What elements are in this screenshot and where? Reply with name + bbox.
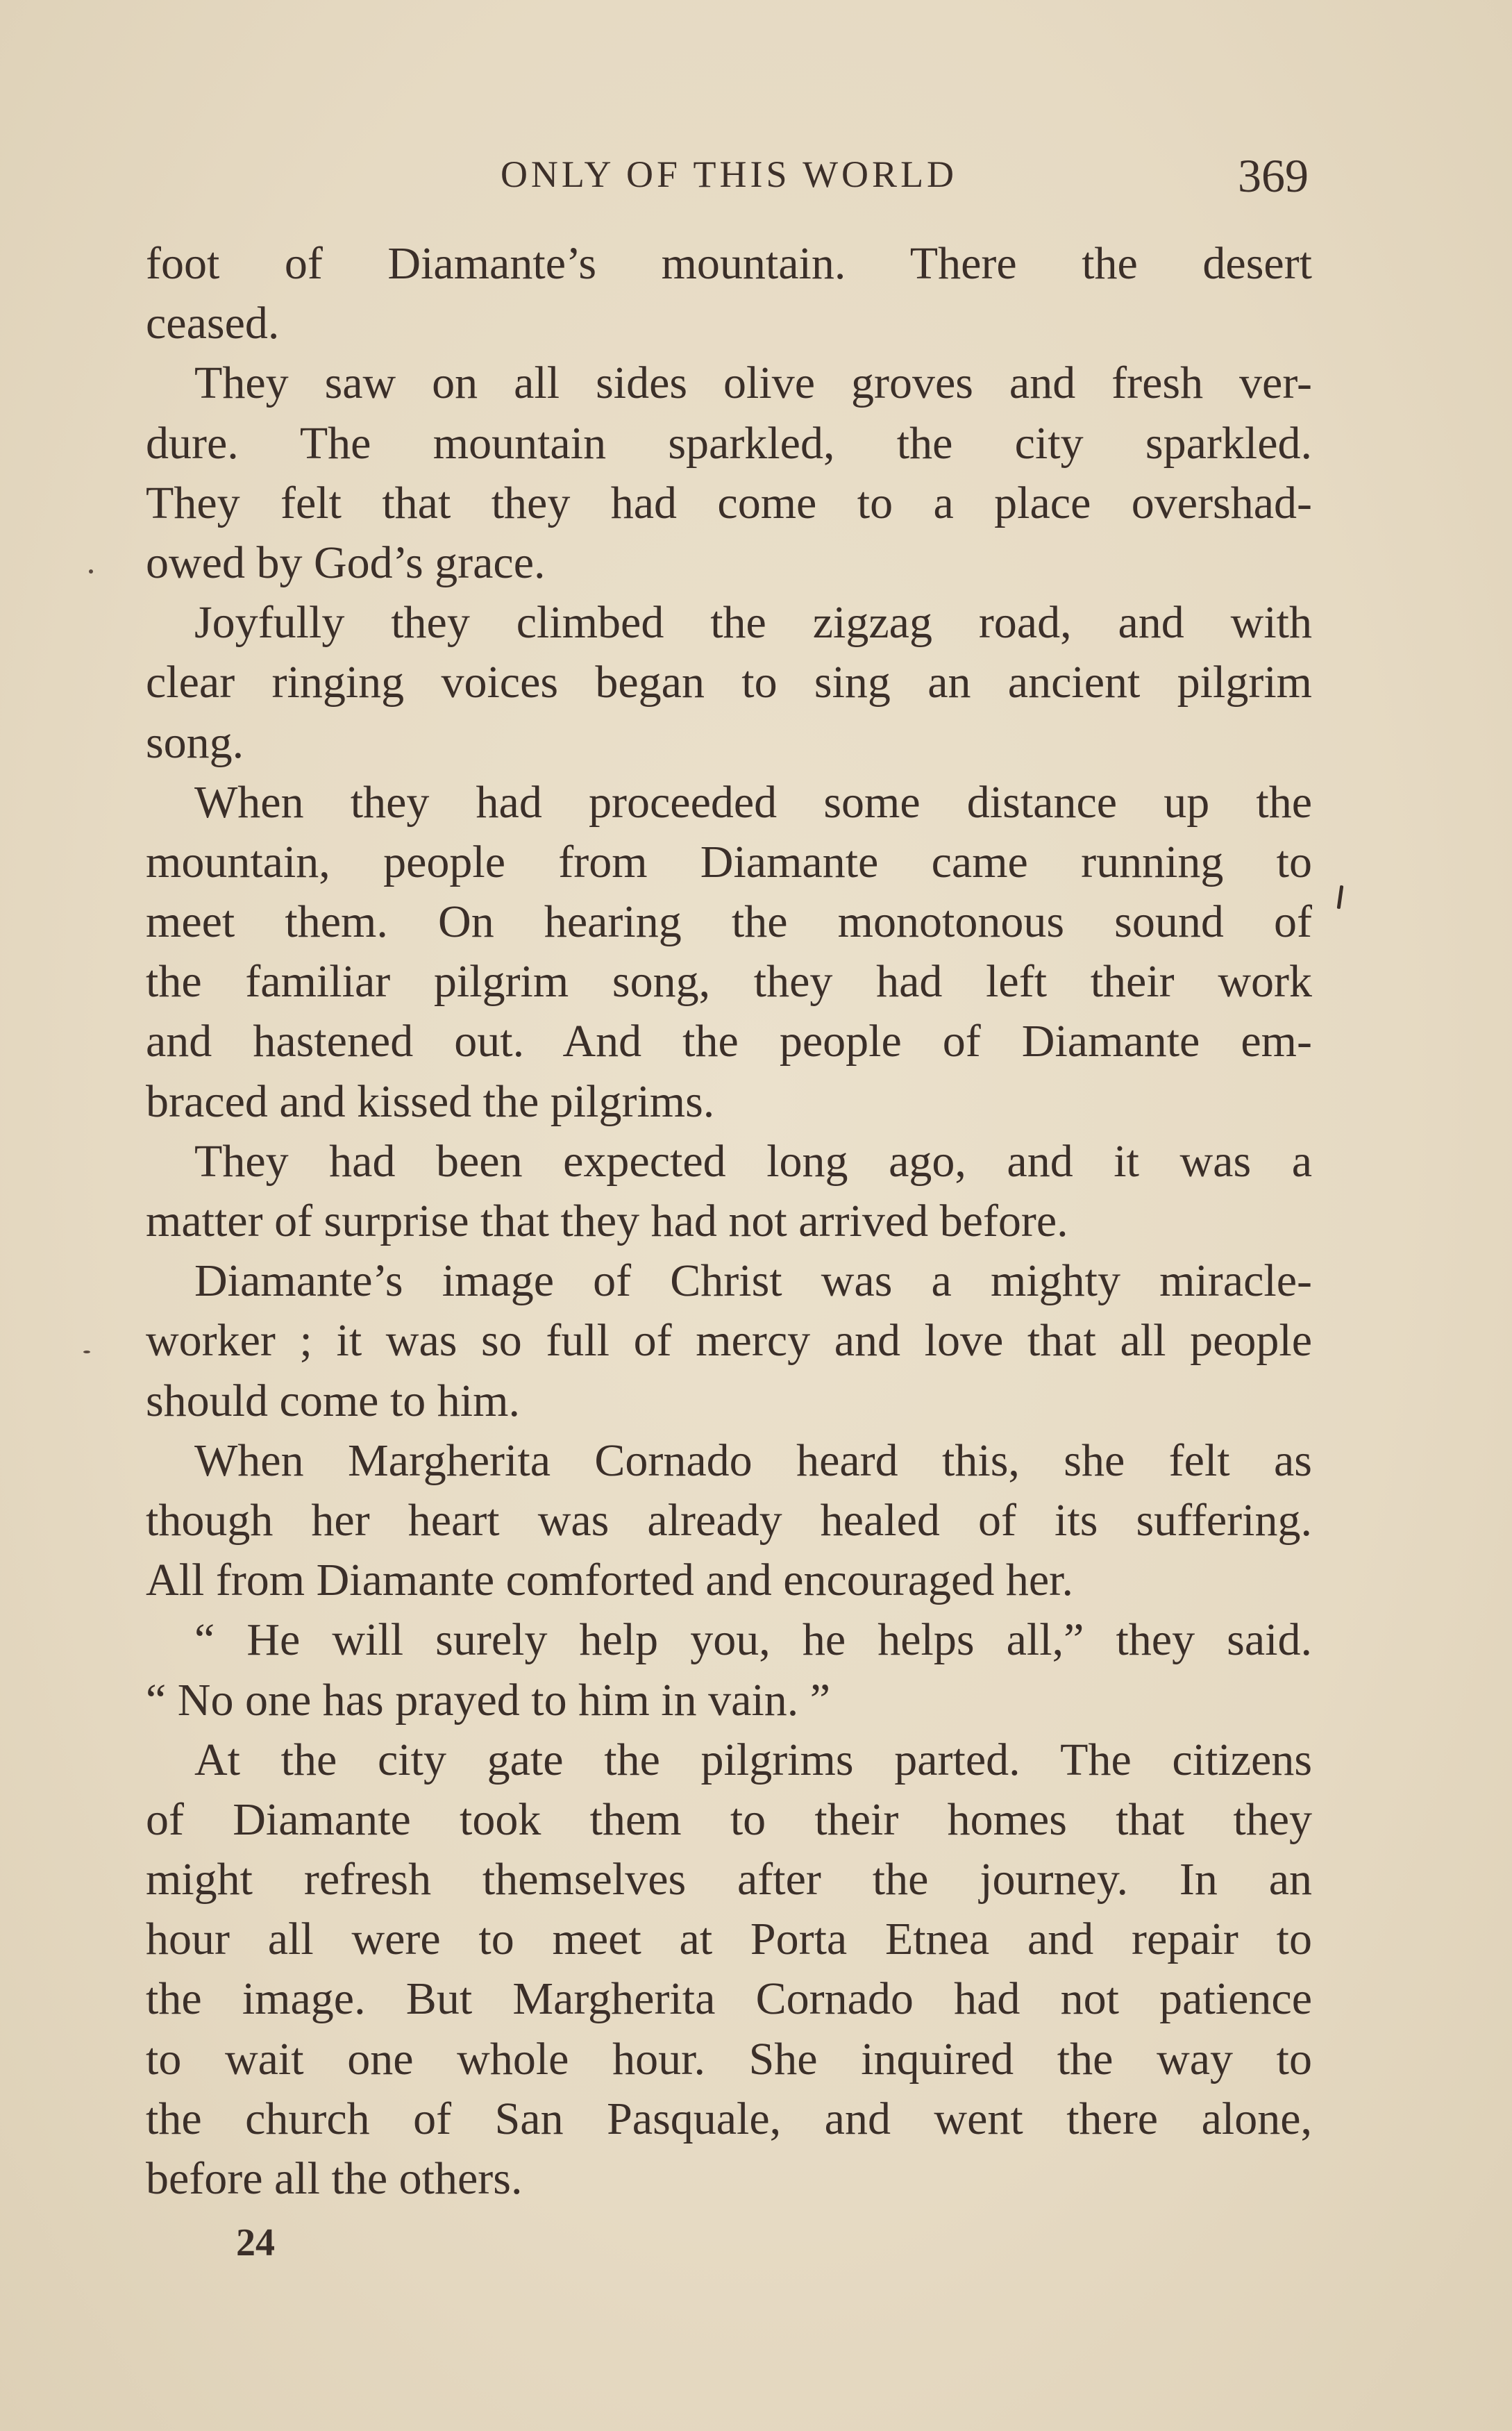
running-title: ONLY OF THIS WORLD xyxy=(500,153,958,195)
text-line: All from Diamante comforted and encouraged her. xyxy=(146,1555,1073,1606)
text-line: meet them. On hearing the monotonous sound of xyxy=(146,896,1312,948)
text-line: before all the others. xyxy=(146,2153,523,2204)
text-line: At the city gate the pilgrims parted. The citizens xyxy=(194,1734,1312,1785)
text-line: clear ringing voices began to sing an ancient pilgrim xyxy=(146,657,1312,708)
text-line: worker ; it was so full of mercy and love that all people xyxy=(146,1315,1312,1367)
text-line: mountain, people from Diamante came running to xyxy=(146,836,1312,887)
text-line: to wait one whole hour. She inquired the way to xyxy=(146,2033,1312,2085)
text-line: When they had proceeded some distance up the xyxy=(194,776,1312,828)
text-line: the familiar pilgrim song, they had left their work xyxy=(146,956,1312,1008)
text-line: dure. The mountain sparkled, the city sparkled. xyxy=(146,417,1312,469)
text-line: They felt that they had come to a place overshad- xyxy=(146,477,1312,528)
text-line: the church of San Pasquale, and went there alone, xyxy=(146,2093,1312,2144)
text-line: ceased. xyxy=(146,298,280,349)
body-text xyxy=(146,234,1312,2209)
text-line: song. xyxy=(146,717,244,768)
text-line: “ No one has prayed to him in vain. ” xyxy=(146,1674,831,1726)
text-line: When Margherita Cornado heard this, she felt as xyxy=(194,1435,1312,1486)
text-line: They saw on all sides olive groves and fresh ver- xyxy=(194,358,1312,409)
text-line: matter of surprise that they had not arrived before. xyxy=(146,1196,1068,1246)
text-line: hour all were to meet at Porta Etnea and repair to xyxy=(146,1914,1312,1965)
text-line: Joyfully they climbed the zigzag road, and with xyxy=(194,597,1312,649)
page-number: 369 xyxy=(1238,149,1309,202)
text-line: the image. But Margherita Cornado had not patience xyxy=(146,1973,1312,2025)
margin-mark xyxy=(1337,885,1344,909)
text-line: owed by God’s grace. xyxy=(146,537,546,588)
text-line: and hastened out. And the people of Diamante em- xyxy=(146,1016,1312,1067)
running-head xyxy=(149,146,1309,208)
text-line: of Diamante took them to their homes that they xyxy=(146,1794,1312,1845)
text-line: might refresh themselves after the journey. In an xyxy=(146,1854,1312,1905)
text-line: foot of Diamante’s mountain. There the desert xyxy=(146,238,1312,289)
text-line: should come to him. xyxy=(146,1375,520,1426)
text-line: Diamante’s image of Christ was a mighty miracle- xyxy=(194,1255,1312,1307)
paper-speck xyxy=(89,569,93,574)
paper-speck xyxy=(83,1351,90,1353)
text-line: “ He will surely help you, he helps all,” they said. xyxy=(194,1614,1312,1666)
text-line: though her heart was already healed of its suffering. xyxy=(146,1494,1312,1546)
text-line: They had been expected long ago, and it was a xyxy=(194,1135,1312,1187)
signature-mark: 24 xyxy=(236,2221,275,2264)
text-line: braced and kissed the pilgrims. xyxy=(146,1076,715,1127)
